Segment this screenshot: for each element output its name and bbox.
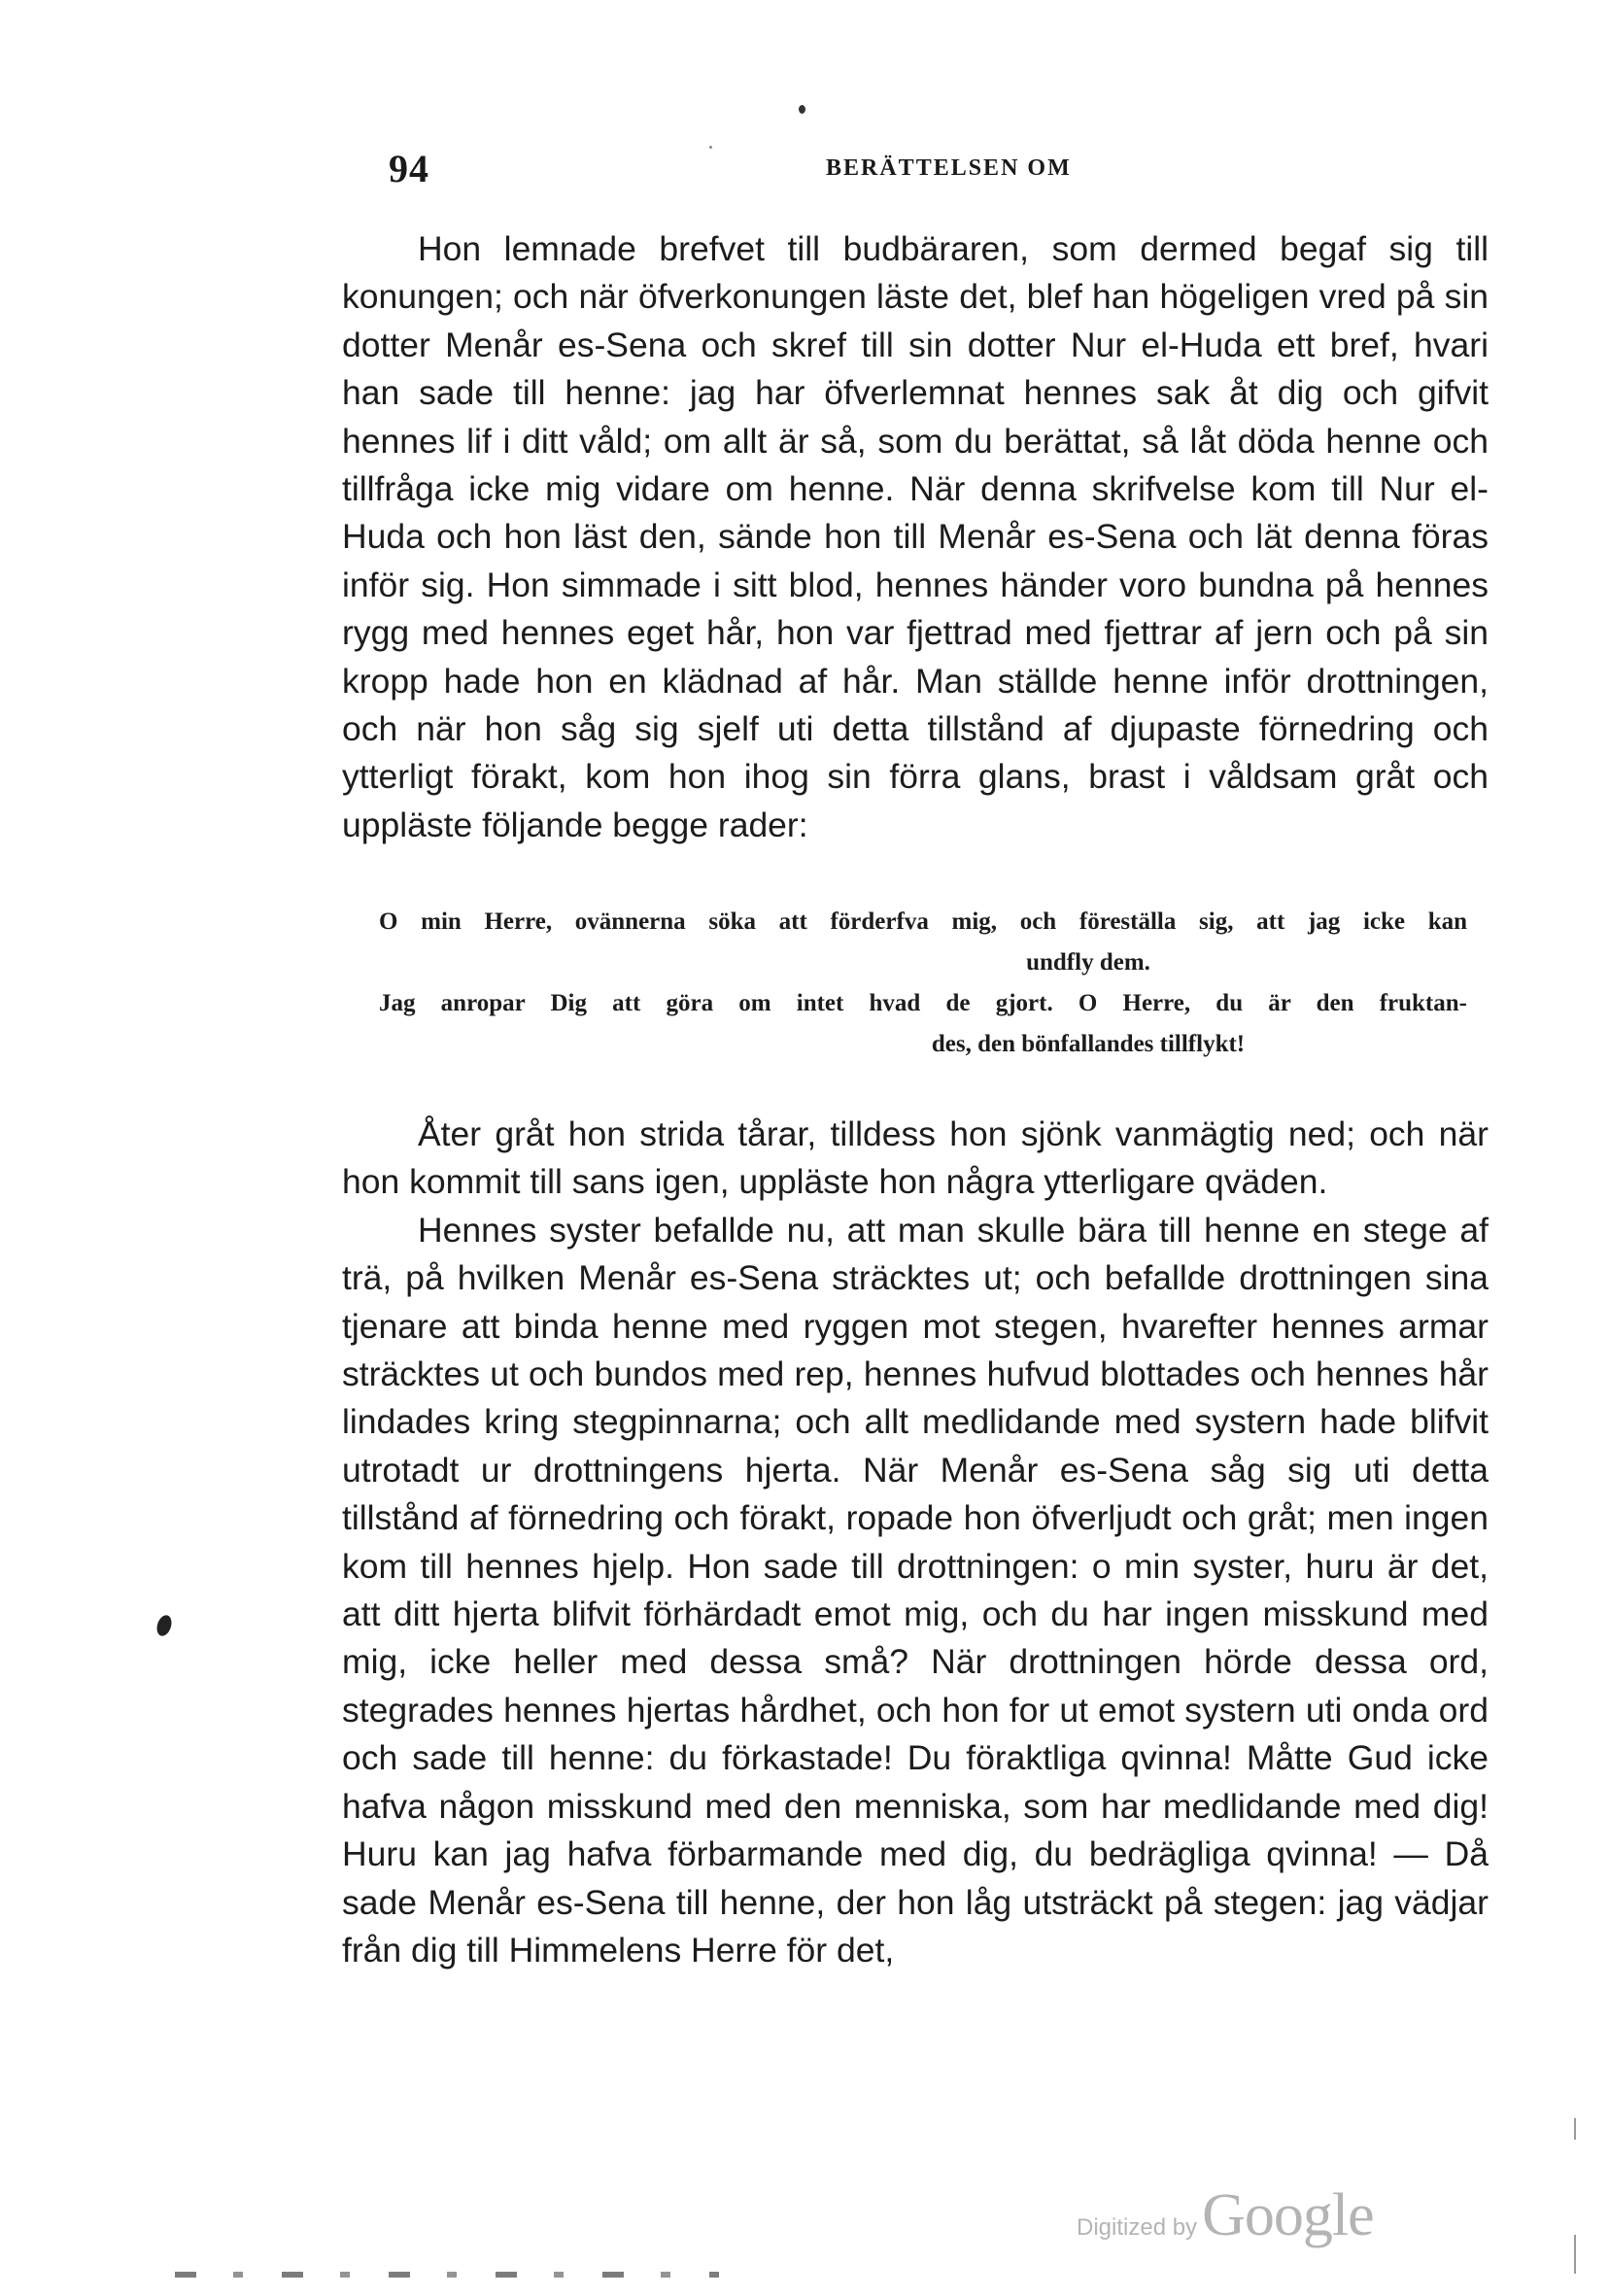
- google-logo: Google: [1202, 2182, 1374, 2248]
- verse-stanza: [379, 902, 1467, 983]
- page-number: 94: [389, 147, 429, 190]
- verse-line: O min Herre, ovännerna söka att förderfva mig, och föreställa sig, att jag icke kan: [379, 908, 1467, 935]
- paragraph: Hennes syster befallde nu, att man skulle bära till henne en stege af trä, på hvilken Menår es-Sena sträcktes ut; och befallde drottningen sina tjenare att binda henne med ryggen mot stegen, hvarefter hennes armar sträcktes ut och bundos med rep, hennes hufvud blottades och hennes hår lindades kring stegpinnarna; och allt medlidande med systern hade blifvit utrotadt ur drottningens hjerta. När Menår es-Sena såg sig uti detta tillstånd af förnedring och förakt, ropade hon öfverljudt och gråt; men ingen kom till hennes hjelp. Hon sade till drottningen: o min syster, huru är det, att ditt hjerta blifvit förhärdadt emot mig, och du har ingen misskund med mig, icke heller med dessa små? När drottningen hörde dessa ord, stegrades hennes hjertas hårdhet, och hon for ut emot systern uti onda ord och sade till henne: du förkastade! Du föraktliga qvinna! Måtte Gud icke hafva någon misskund med den menniska, som har medlidande med dig! Huru kan jag hafva förbarmande med dig, du bedrägliga qvinna! — Då sade Menår es-Sena till henne, der hon låg utsträckt på stegen: jag vädjar från dig till Himmelens Herre för det,: [342, 1210, 1489, 1970]
- paragraph: Hon lemnade brefvet till budbäraren, som dermed begaf sig till konungen; och när öfverkonungen läste det, blef han högeligen vred på sin dotter Menår es-Sena och skref till sin dotter Nur el-Huda ett bref, hvari han sade till henne: jag har öfverlemnat hennes sak åt dig och gifvit hennes lif i ditt våld; om allt är så, som du berättat, så låt döda henne och tillfråga icke mig vidare om henne. När denna skrifvelse kom till Nur el-Huda och hon läst den, sände hon till Menår es-Sena och lät denna föras inför sig. Hon simmade i sitt blod, hennes händer voro bundna på hennes rygg med hennes eget hår, hon var fjettrad med fjettrar af jern och på sin kropp hade hon en klädnad af hår. Man ställde henne inför drottningen, och när hon såg sig sjelf uti detta tillstånd af djupaste förnedring och ytterligt förakt, kom hon ihog sin förra glans, brast i våldsam gråt och uppläste följande begge rader:: [342, 229, 1489, 844]
- verse-block: [379, 902, 1467, 1065]
- scan-edge-mark: [1574, 2118, 1576, 2140]
- verse-line: Jag anropar Dig att göra om intet hvad de gjort. O Herre, du är den fruktan-: [379, 990, 1467, 1016]
- digitized-watermark: [1077, 2181, 1374, 2250]
- print-speck: [799, 105, 805, 114]
- verse-line-continuation: des, den bönfallandes tillflykt!: [931, 1031, 1246, 1057]
- paragraph: Åter gråt hon strida tårar, tilldess hon sjönk vanmägtig ned; och när hon kommit till sans igen, uppläste hon några ytterligare qväden.: [342, 1114, 1489, 1202]
- body-text-bottom: [342, 1111, 1489, 1974]
- verse-stanza: [379, 983, 1467, 1065]
- body-text-top: [342, 225, 1489, 849]
- watermark-prefix: Digitized by: [1077, 2214, 1198, 2241]
- margin-ink-mark: [154, 1613, 174, 1637]
- scan-edge-mark: [1574, 2235, 1576, 2274]
- running-head: [389, 146, 1487, 204]
- verse-line-continuation: undfly dem.: [1026, 949, 1150, 976]
- scan-noise: [175, 2272, 719, 2278]
- running-head-title: BERÄTTELSEN OM: [826, 155, 1072, 181]
